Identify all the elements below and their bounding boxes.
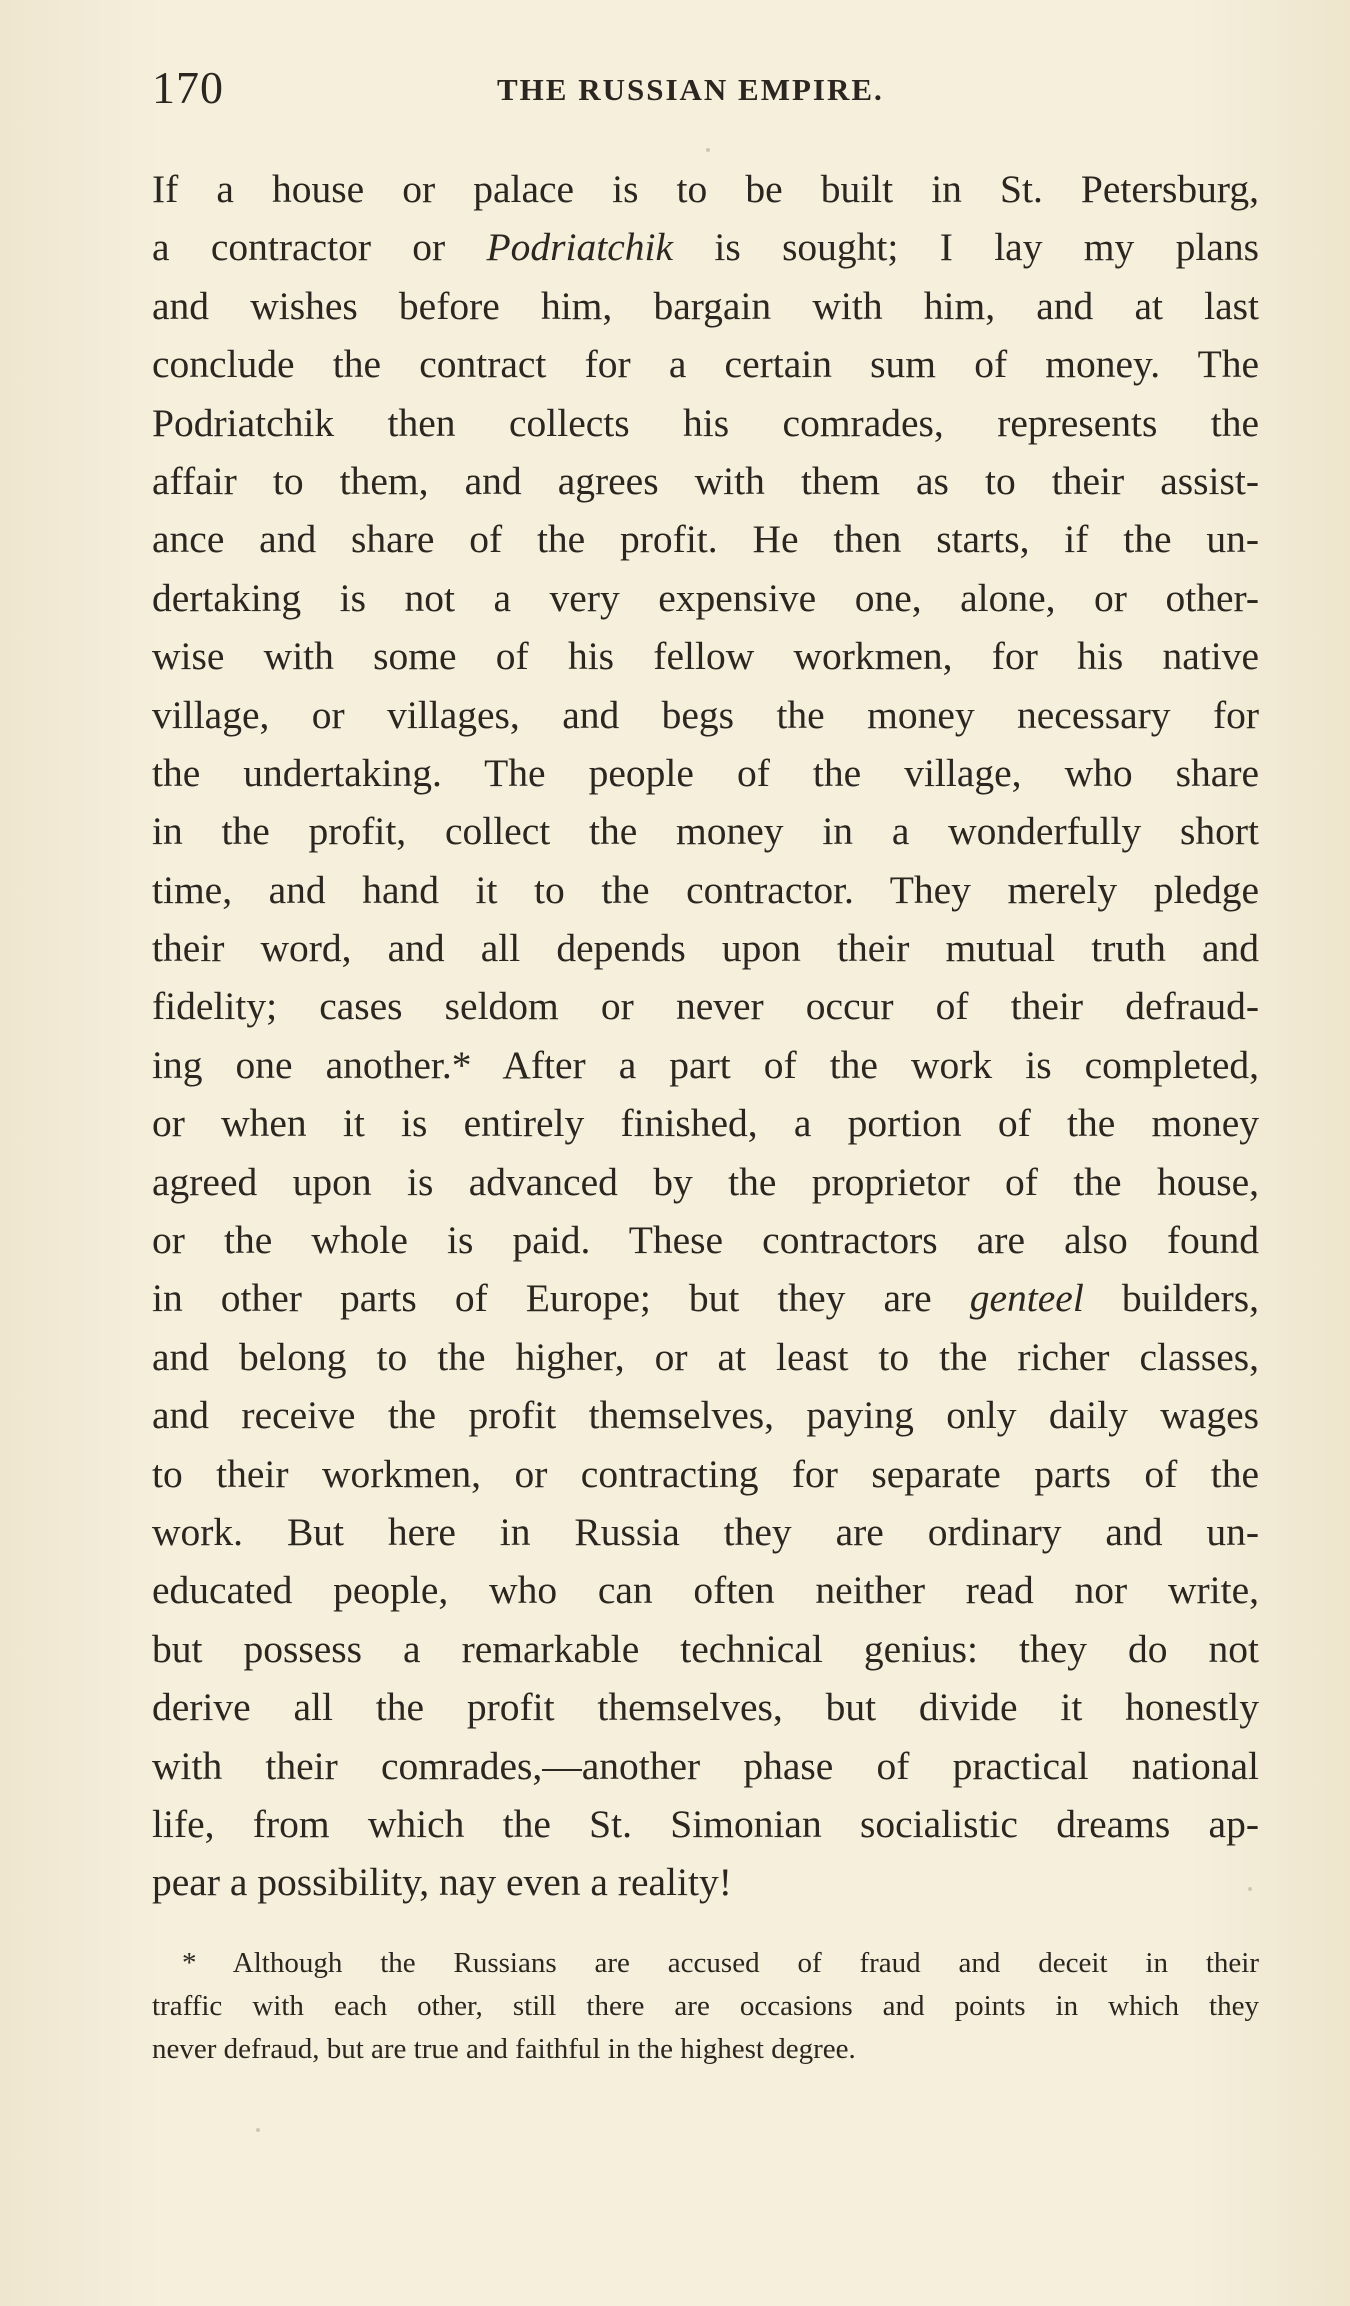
body-paragraph [152, 160, 1259, 1912]
footnote [152, 1942, 1259, 2071]
text-line: with their comrades,—another phase of practical national [152, 1743, 1259, 1788]
text-line: agreed upon is advanced by the proprietor of the house, [152, 1159, 1259, 1204]
page-header [152, 58, 1252, 118]
text-line: a contractor or Podriatchik is sought; I lay my plans [152, 225, 1259, 270]
text-line: ing one another.* After a part of the work is completed, [152, 1042, 1259, 1087]
text-line: or when it is entirely finished, a portion of the money [152, 1101, 1259, 1146]
text-line: and wishes before him, bargain with him, and at last [152, 283, 1259, 328]
text-line: village, or villages, and begs the money necessary for [152, 692, 1259, 737]
text-line: in the profit, collect the money in a wonderfully short [152, 809, 1259, 854]
footnote-line: never defraud, but are true and faithful in the highest degree. [152, 2033, 856, 2065]
text-line: Podriatchik then collects his comrades, represents the [152, 400, 1259, 445]
text-line: educated people, who can often neither read nor write, [152, 1568, 1259, 1613]
text-line: the undertaking. The people of the village, who share [152, 750, 1259, 795]
text-line: and receive the profit themselves, paying only daily wages [152, 1393, 1259, 1438]
text-line: or the whole is paid. These contractors are also found [152, 1218, 1259, 1263]
text-line: If a house or palace is to be built in St. Petersburg, [152, 167, 1259, 211]
page-number: 170 [152, 62, 224, 113]
footnote-line: traffic with each other, still there are occasions and points in which they [152, 1990, 1259, 2022]
text-line: fidelity; cases seldom or never occur of their defraud- [152, 984, 1259, 1029]
text-line: to their workmen, or contracting for separate parts of the [152, 1451, 1259, 1496]
italic-term: genteel [969, 1276, 1084, 1321]
text-line: life, from which the St. Simonian socialistic dreams ap- [152, 1801, 1259, 1846]
text-line: in other parts of Europe; but they are genteel builders, [152, 1276, 1259, 1321]
text-line: work. But here in Russia they are ordinary and un- [152, 1509, 1259, 1554]
italic-term: Podriatchik [486, 225, 674, 270]
text-line: and belong to the higher, or at least to the richer classes, [152, 1334, 1259, 1379]
running-head: THE RUSSIAN EMPIRE. [497, 72, 884, 107]
text-line: their word, and all depends upon their mutual truth and [152, 926, 1259, 971]
text-line: but possess a remarkable technical genius: they do not [152, 1626, 1259, 1671]
text-line: conclude the contract for a certain sum of money. The [152, 342, 1259, 387]
paper-speck [1248, 1887, 1252, 1891]
text-line: pear a possibility, nay even a reality! [152, 1860, 732, 1905]
text-line: dertaking is not a very expensive one, alone, or other- [152, 575, 1259, 620]
text-line: derive all the profit themselves, but divide it honestly [152, 1685, 1259, 1730]
footnote-line: * Although the Russians are accused of fraud and deceit in their [182, 1947, 1259, 1979]
text-line: affair to them, and agrees with them as to their assist- [152, 458, 1259, 503]
text-line: wise with some of his fellow workmen, for his native [152, 634, 1259, 679]
text-line: ance and share of the profit. He then starts, if the un- [152, 517, 1259, 562]
paper-speck [706, 148, 710, 152]
text-line: time, and hand it to the contractor. They merely pledge [152, 867, 1259, 912]
paper-speck [256, 2128, 260, 2132]
